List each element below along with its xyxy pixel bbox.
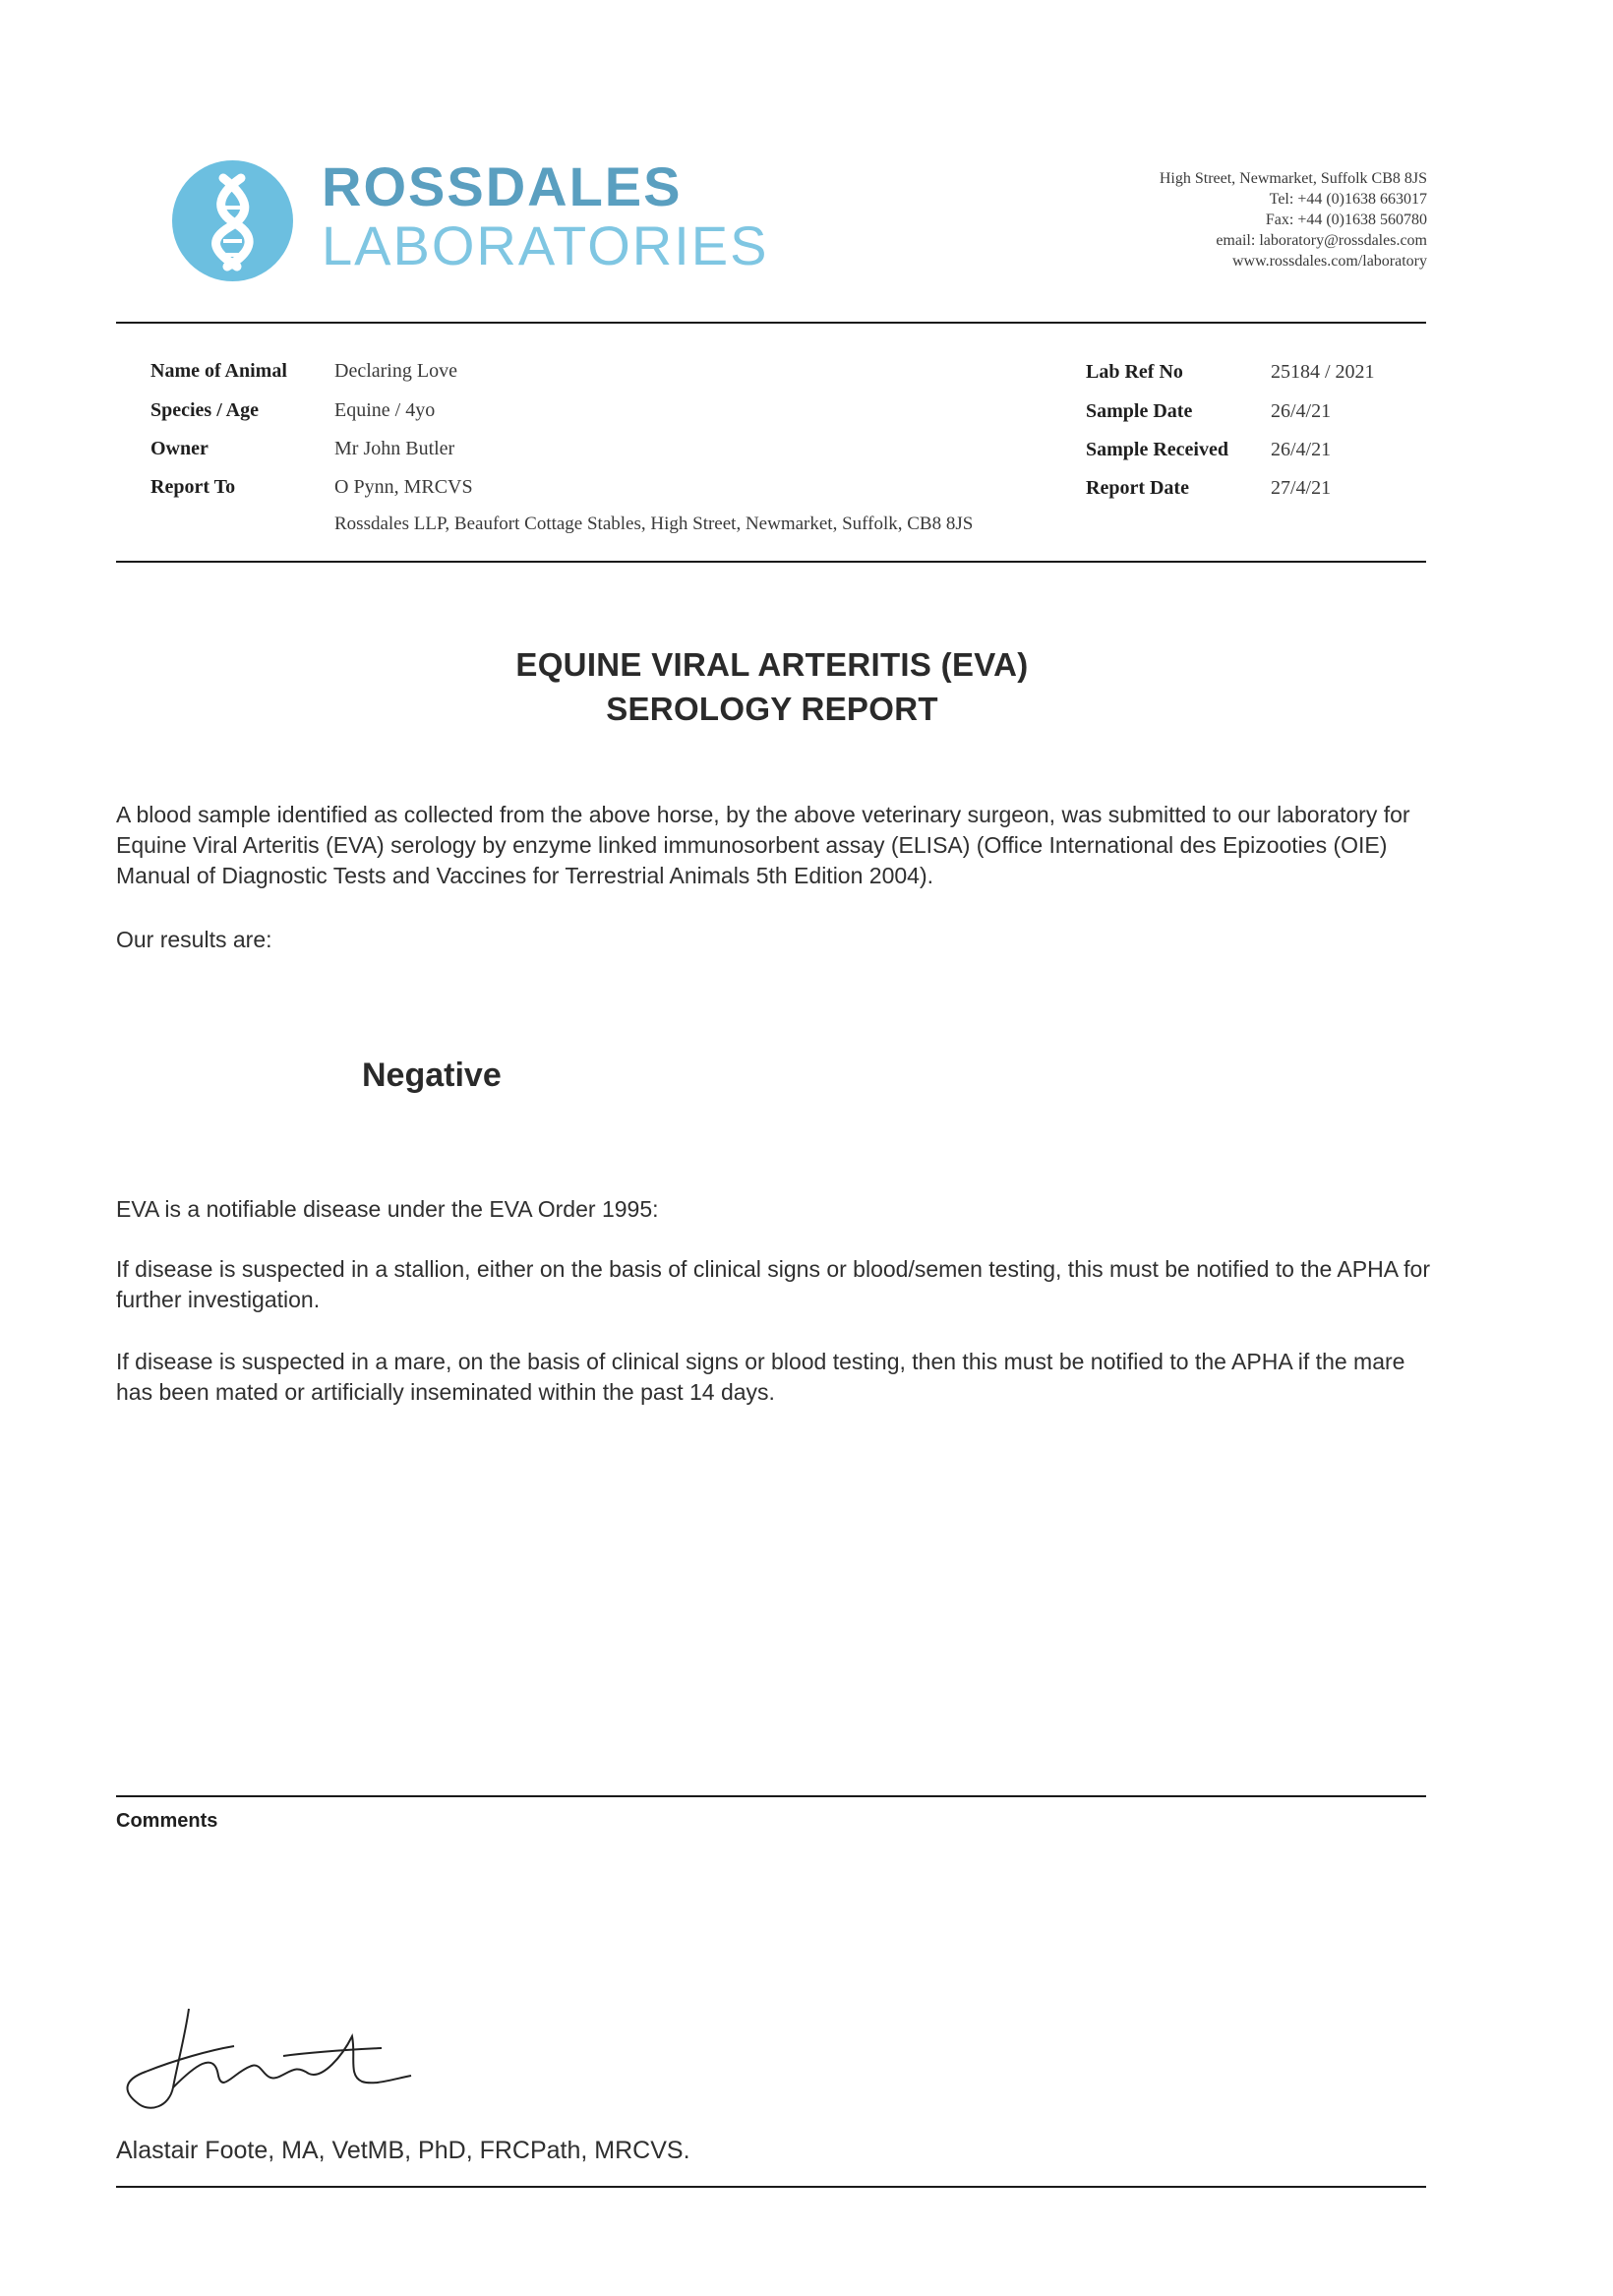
species-age-value: Equine / 4yo (334, 399, 436, 421)
sample-received-label: Sample Received (1086, 439, 1228, 460)
report-date-value: 27/4/21 (1271, 477, 1332, 499)
lab-ref-label: Lab Ref No (1086, 361, 1183, 383)
comments-label: Comments (116, 1810, 218, 1832)
signature (116, 1997, 470, 2130)
species-age-label: Species / Age (150, 399, 259, 421)
contact-block (1160, 168, 1427, 272)
name-of-animal-value: Declaring Love (334, 360, 457, 382)
logo (172, 160, 293, 281)
comments-divider (116, 1795, 1426, 1797)
results-intro: Our results are: (116, 927, 272, 952)
email: email: laboratory@rossdales.com (1216, 232, 1427, 249)
telephone: Tel: +44 (0)1638 663017 (1269, 191, 1427, 208)
website: www.rossdales.com/laboratory (1231, 253, 1427, 270)
header-divider (116, 322, 1426, 324)
fax: Fax: +44 (0)1638 560780 (1265, 211, 1427, 228)
report-title: EQUINE VIRAL ARTERITIS (EVA) (515, 646, 1029, 683)
lab-ref-value: 25184 / 2021 (1271, 361, 1375, 383)
intro-paragraph: A blood sample identified as collected from the above horse, by the above veterinary surgeon, was submitted to our laboratory for Equine Viral Arteritis (EVA) serology by enzyme linked immunosorbent assay (ELISA) (Office International des Epizooties (OIE) Manual of Diagnostic Tests and Vaccines for Terrestrial Animals 5th Edition 2004). (116, 802, 1410, 888)
report-date-label: Report Date (1086, 477, 1189, 499)
test-result: Negative (362, 1057, 502, 1094)
stallion-note: If disease is suspected in a stallion, either on the basis of clinical signs or blood/semen testing, this must be notified to the APHA for further investigation. (116, 1256, 1431, 1312)
sample-received-value: 26/4/21 (1271, 439, 1332, 460)
mare-note: If disease is suspected in a mare, on the basis of clinical signs or blood testing, then this must be notified to the APHA if the mare has been mated or artificially inseminated within the past 14 days. (116, 1349, 1405, 1405)
details-divider (116, 561, 1426, 563)
address: High Street, Newmarket, Suffolk CB8 8JS (1159, 170, 1427, 187)
notifiable-note: EVA is a notifiable disease under the EVA Order 1995: (116, 1196, 659, 1222)
report-to-label: Report To (150, 476, 236, 498)
sample-date-label: Sample Date (1086, 400, 1193, 422)
report-subtitle: SEROLOGY REPORT (606, 691, 938, 727)
report-to-value: O Pynn, MRCVS (334, 476, 473, 498)
signatory: Alastair Foote, MA, VetMB, PhD, FRCPath, MRCVS. (116, 2137, 690, 2164)
sample-date-value: 26/4/21 (1271, 400, 1332, 422)
name-of-animal-label: Name of Animal (150, 360, 287, 382)
brand-name: ROSSDALES (322, 155, 683, 217)
footer-divider (116, 2186, 1426, 2188)
owner-value: Mr John Butler (334, 438, 455, 459)
report-to-address: Rossdales LLP, Beaufort Cottage Stables, High Street, Newmarket, Suffolk, CB8 8JS (334, 514, 974, 534)
dna-helix-icon (172, 160, 293, 281)
owner-label: Owner (150, 438, 209, 459)
brand-subtitle: LABORATORIES (322, 214, 769, 276)
